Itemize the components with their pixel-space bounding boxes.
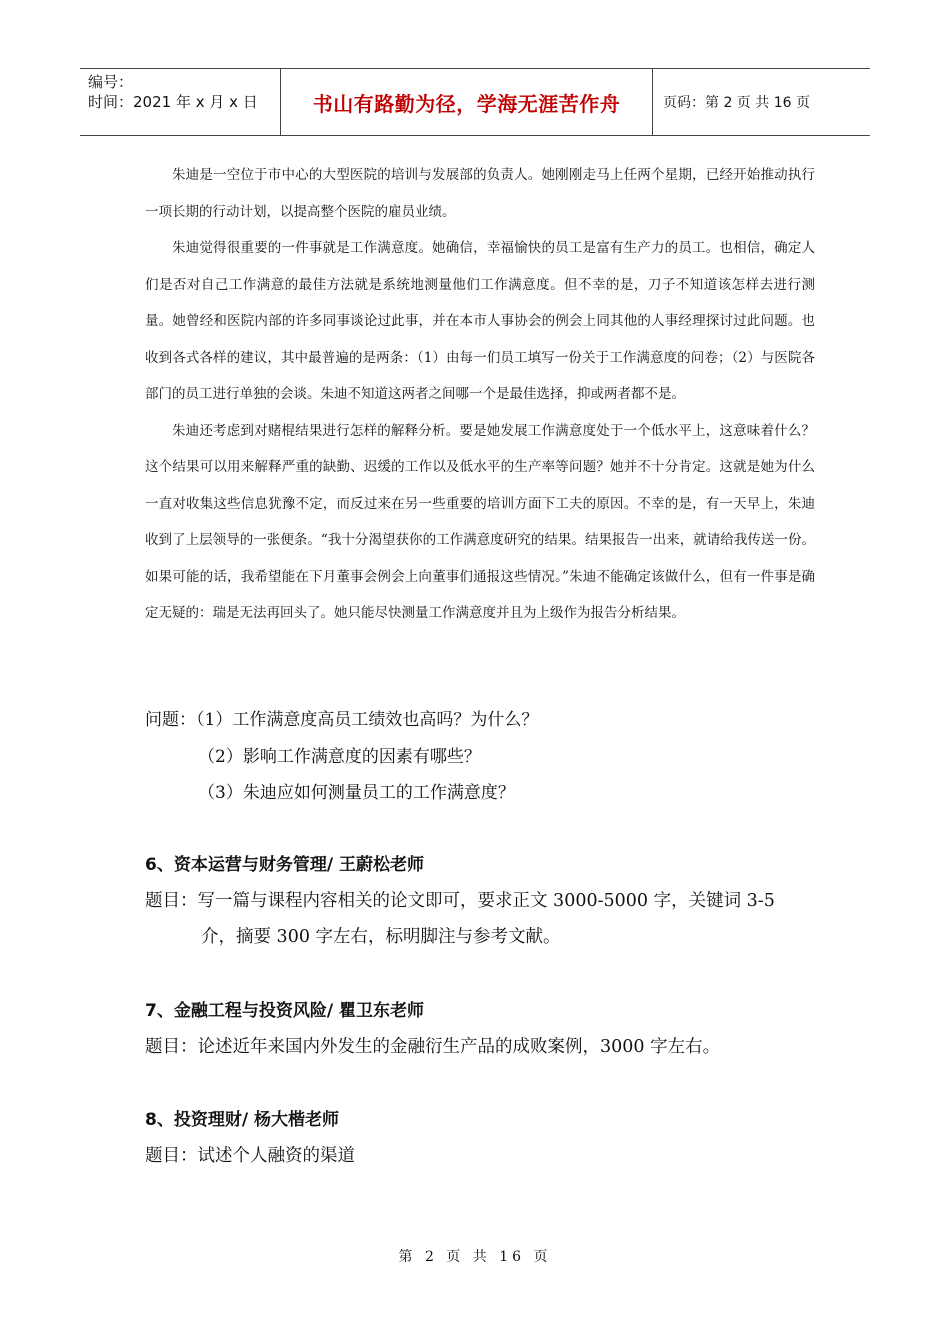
section-topic: 题目：写一篇与课程内容相关的论文即可，要求正文 3000-5000 字，关键词 3-5 <box>145 891 775 911</box>
section-7 <box>145 993 815 1065</box>
case-paragraph: 朱迪觉得很重要的一件事就是工作满意度。她确信，幸福愉快的员工是富有生产力的员工。也相信，确定人们是否对自己工作满意的最佳方法就是系统地测量他们工作满意度。但不幸的是，刀子不知道该怎样去进行测量。她曾经和医院内部的许多同事谈论过此事，并在本市人事协会的例会上同其他的人事经理探讨过此问题。也收到各式各样的建议，其中最普遍的是两条：（1）由每一们员工填写一份关于工作满意度的问卷；（2）与医院各部门的员工进行单独的会谈。朱迪不知道这两者之间哪一个是最佳选择，抑或两者都不是。 <box>145 240 815 402</box>
section-8 <box>145 1102 815 1174</box>
header-meta-cell <box>80 69 280 135</box>
section-6 <box>145 847 815 955</box>
section-heading: 6、资本运营与财务管理/ 王蔚松老师 <box>145 855 424 875</box>
page-header <box>80 68 870 136</box>
case-study <box>145 157 815 632</box>
section-topic-continued: 介，摘要 300 字左右，标明脚注与参考文献。 <box>201 927 561 947</box>
page-footer: 第 2 页 共 16 页 <box>398 1249 552 1265</box>
document-time-label: 时间：2021 年 x 月 x 日 <box>88 93 258 111</box>
section-topic: 题目：论述近年来国内外发生的金融衍生产品的成败案例，3000 字左右。 <box>145 1037 721 1057</box>
section-heading: 8、投资理财/ 杨大楷老师 <box>145 1110 339 1130</box>
header-page-cell <box>653 69 870 135</box>
question-3: （3）朱迪应如何测量员工的工作满意度？ <box>198 783 515 803</box>
case-questions <box>145 702 815 812</box>
case-paragraph: 朱迪是一空位于市中心的大型医院的培训与发展部的负责人。她刚刚走马上任两个星期，已经开始推动执行一项长期的行动计划，以提高整个医院的雇员业绩。 <box>145 167 815 220</box>
question-2: （2）影响工作满意度的因素有哪些？ <box>198 746 481 767</box>
header-motto-cell <box>280 69 653 135</box>
case-paragraph: 朱迪还考虑到对赌棍结果进行怎样的解释分析。要是她发展工作满意度处于一个低水平上，这意味着什么？这个结果可以用来解释严重的缺勤、迟缓的工作以及低水平的生产率等问题？她并不十分肯定。这就是她为什么一直对收集这些信息犹豫不定，而反过来在另一些重要的培训方面下工夫的原因。不幸的是，有一天早上，朱迪收到了上层领导的一张便条。“我十分渴望获你的工作满意度研究的结果。结果报告一出来，就请给我传送一份。如果可能的话，我希望能在下月董事会例会上向董事们通报这些情况。”朱迪不能确定该做什么，但有一件事是确定无疑的：瑞是无法再回头了。她只能尽快测量工作满意度并且为上级作为报告分析结果。 <box>145 422 815 621</box>
section-heading: 7、金融工程与投资风险/ 瞿卫东老师 <box>145 1001 424 1021</box>
document-number-label: 编号： <box>88 73 134 91</box>
section-topic: 题目：试述个人融资的渠道 <box>145 1146 355 1166</box>
header-page-code: 页码：第 2 页 共 16 页 <box>663 95 810 111</box>
question-1: 问题：（1）工作满意度高员工绩效也高吗？为什么？ <box>145 710 539 730</box>
header-motto: 书山有路勤为径，学海无涯苦作舟 <box>312 91 621 116</box>
